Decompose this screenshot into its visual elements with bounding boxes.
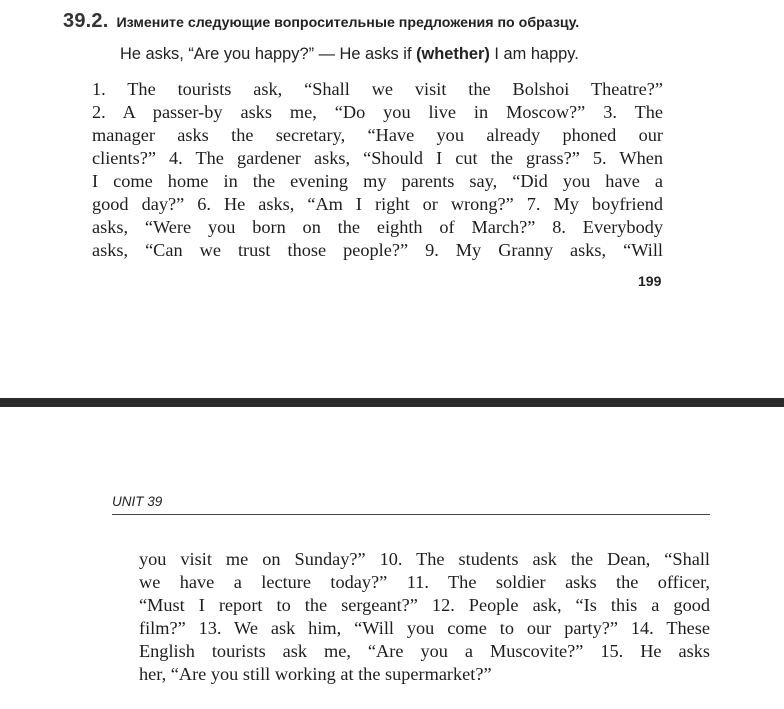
exercise-header xyxy=(63,10,579,33)
text-line: asks, “Were you born on the eighth of March?” 8. Everybody xyxy=(92,217,663,237)
unit-label: UNIT 39 xyxy=(112,494,163,509)
text-line: I come home in the evening my parents say, “Did you have a xyxy=(92,171,663,191)
exercise-text-top xyxy=(92,78,663,262)
text-line: English tourists ask me, “Are you a Muscovite?” 15. He asks xyxy=(139,641,710,661)
exercise-text-bottom xyxy=(139,548,710,686)
example-part-2: I am happy. xyxy=(489,45,579,63)
text-line: 1. The tourists ask, “Shall we visit the Bolshoi Theatre?” xyxy=(92,79,663,99)
text-line: “Must I report to the sergeant?” 12. People ask, “Is this a good xyxy=(139,595,710,615)
exercise-number: 39.2. xyxy=(63,10,109,32)
text-line: manager asks the secretary, “Have you already phoned our xyxy=(92,125,663,145)
text-line: asks, “Can we trust those people?” 9. My Granny asks, “Will xyxy=(92,240,663,260)
text-line: good day?” 6. He asks, “Am I right or wrong?” 7. My boyfriend xyxy=(92,194,663,214)
page-number: 199 xyxy=(638,273,662,289)
text-line: 2. A passer-by asks me, “Do you live in Moscow?” 3. The xyxy=(92,102,663,122)
example-whether: (whether) xyxy=(416,45,490,63)
example-part-1: He asks, “Are you happy?” — He asks if xyxy=(120,45,417,63)
text-line: clients?” 4. The gardener asks, “Should I cut the grass?” 5. When xyxy=(92,148,663,168)
example-sentence xyxy=(120,45,579,64)
textbook-page-bottom xyxy=(0,407,784,709)
exercise-instruction: Измените следующие вопросительные предложения по образцу. xyxy=(116,15,580,31)
text-line: you visit me on Sunday?” 10. The students ask the Dean, “Shall xyxy=(139,549,710,569)
page-divider xyxy=(0,398,784,407)
text-line: her, “Are you still working at the supermarket?” xyxy=(139,664,492,684)
text-line: we have a lecture today?” 11. The soldier asks the officer, xyxy=(139,572,710,592)
header-rule xyxy=(112,514,710,515)
text-line: film?” 13. We ask him, “Will you come to our party?” 14. These xyxy=(139,618,710,638)
